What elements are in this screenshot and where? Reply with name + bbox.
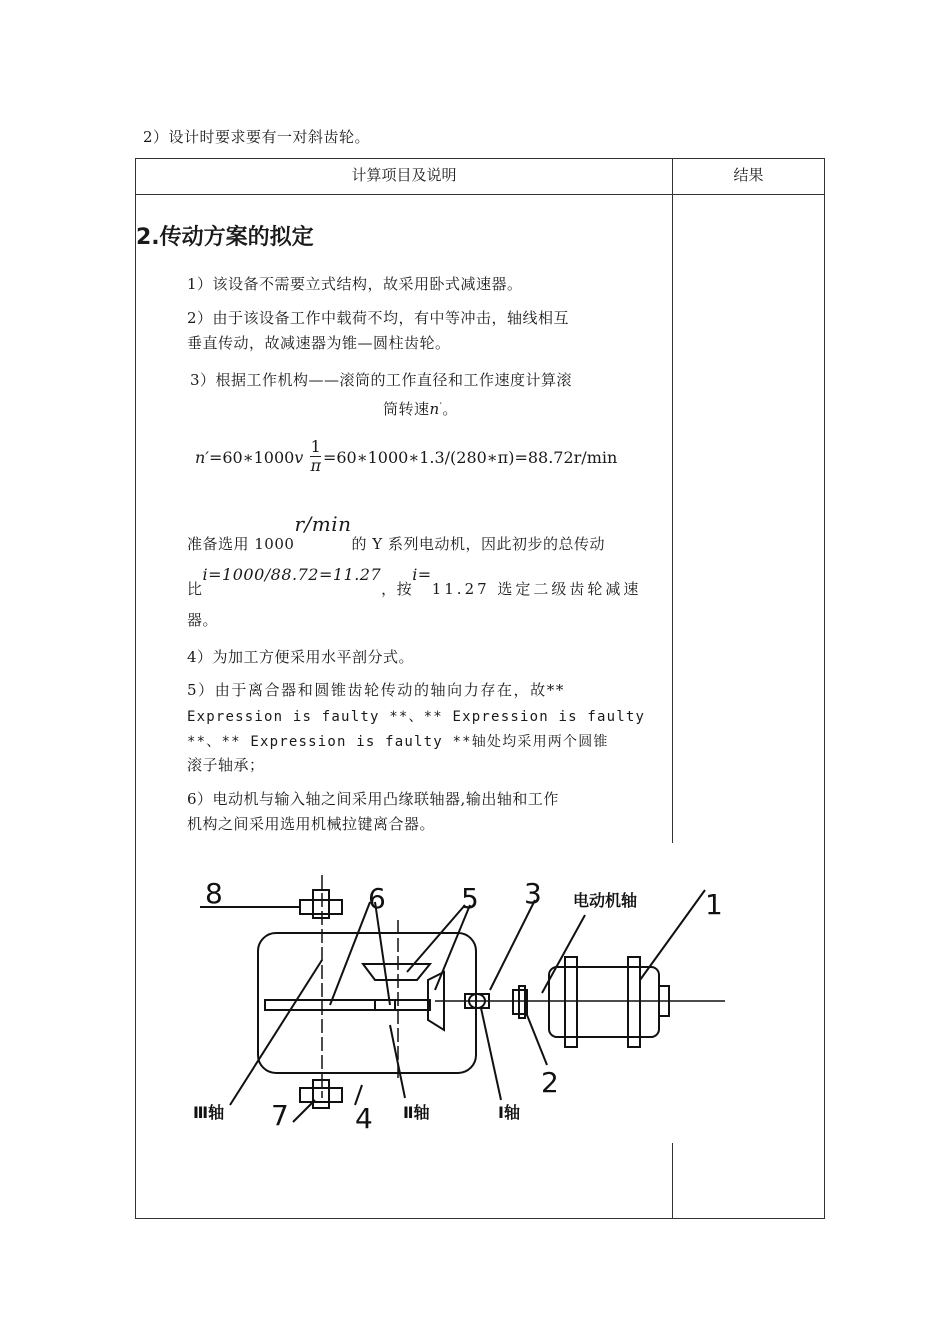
item-3-var: n: [429, 400, 440, 418]
formula-fraction-num: 1: [310, 437, 321, 456]
motor-prefix: 准备选用 1000: [187, 535, 295, 553]
motor-line: [187, 512, 605, 557]
label-shaft-3: Ⅲ轴: [193, 1103, 225, 1122]
item-2-line-2: 垂直传动，故减速器为锥—圆柱齿轮。: [187, 334, 451, 352]
item-5-line-2: Expression is faulty **、** Expression is faulty: [187, 709, 646, 725]
formula-v: v: [294, 448, 304, 467]
section-title: 2.传动方案的拟定: [136, 225, 314, 250]
motor-suffix: 的 Y 系列电动机，因此初步的总传动: [351, 535, 605, 553]
label-1: 1: [705, 888, 723, 921]
formula-part1: =60∗1000: [208, 448, 295, 467]
formula-fraction-den: π: [310, 456, 321, 475]
label-3: 3: [524, 877, 542, 910]
speed-formula: [195, 437, 618, 477]
item-3-line-1: 3）根据工作机构——滚筒的工作直径和工作速度计算滚: [190, 371, 573, 389]
label-shaft-1: Ⅰ轴: [498, 1103, 520, 1122]
header-results: 结果: [733, 166, 764, 184]
label-shaft-2: Ⅱ轴: [403, 1103, 430, 1122]
label-2: 2: [541, 1066, 559, 1099]
bevel-gear-1: [363, 964, 430, 980]
ratio-end: 器。: [187, 611, 219, 629]
label-motor-shaft: 电动机轴: [573, 891, 638, 910]
motor-unit: r/min: [294, 512, 352, 536]
item-4: 4）为加工方便采用水平剖分式。: [187, 648, 415, 666]
formula-lhs: n′: [195, 448, 209, 467]
ratio-formula: i=1000/88.72=11.27: [202, 565, 382, 584]
header-calc-items: 计算项目及说明: [351, 166, 457, 184]
item-5-line-3: **、** Expression is faulty **轴处均采用两个圆锥: [187, 734, 609, 750]
label-6: 6: [368, 882, 386, 915]
item-6-line-2: 机构之间采用选用机械拉键离合器。: [187, 815, 436, 833]
item-5-line-1: 5）由于离合器和圆锥齿轮传动的轴向力存在，故**: [187, 681, 565, 699]
label-4: 4: [355, 1102, 373, 1135]
spur-gear-small: [375, 1000, 430, 1010]
formula-fraction: [310, 438, 321, 475]
item-2-line-1: 2）由于该设备工作中载荷不均，有中等冲击，轴线相互: [187, 309, 570, 327]
item-1: 1）该设备不需要立式结构，故采用卧式减速器。: [187, 275, 523, 293]
label-8: 8: [205, 877, 223, 910]
item-3-line-2: 筒转速n'。: [383, 400, 458, 418]
ratio-var: i=: [412, 565, 432, 584]
ratio-suffix: 11.27 选定二级齿轮减速: [431, 580, 642, 598]
item-5-line-4: 滚子轴承；: [187, 756, 265, 774]
label-7: 7: [271, 1099, 289, 1132]
ratio-prefix: 比: [187, 580, 203, 598]
label-5: 5: [461, 882, 479, 915]
ratio-mid: ，按: [381, 580, 413, 598]
intro-line: 2）设计时要求要有一对斜齿轮。: [143, 128, 371, 146]
item-3-text: 筒转速: [383, 400, 430, 418]
ratio-line: [187, 565, 642, 602]
formula-part2: =60∗1000∗1.3/(280∗π)=88.72r/min: [322, 448, 618, 467]
item-6-line-1: 6）电动机与输入轴之间采用凸缘联轴器,输出轴和工作: [187, 790, 559, 808]
transmission-diagram: [185, 860, 745, 1140]
